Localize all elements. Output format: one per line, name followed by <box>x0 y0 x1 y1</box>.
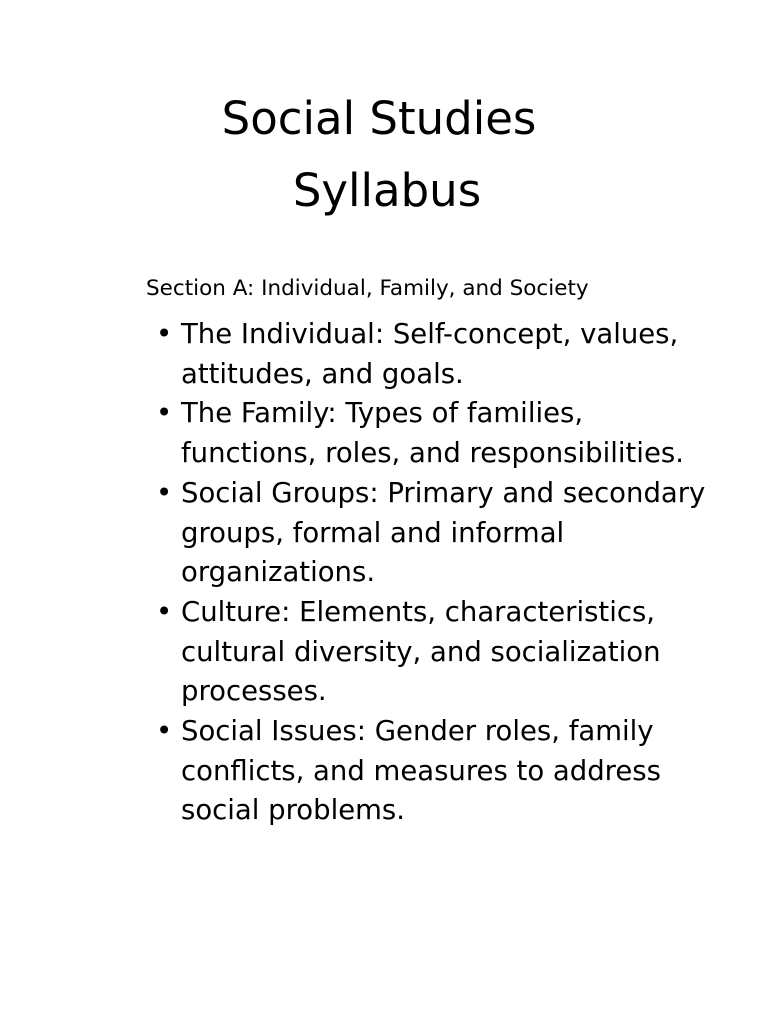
bullet-icon: • <box>156 595 173 628</box>
topic-item <box>146 474 706 593</box>
topic-item <box>146 315 706 394</box>
bullet-icon: • <box>156 715 173 748</box>
topic-text: The Individual: Self-concept, values, attitudes, and goals. <box>181 318 679 390</box>
section-heading: Section A: Individual, Family, and Society <box>146 276 589 301</box>
topic-text: Social Groups: Primary and secondary groups, formal and informal organizations. <box>181 476 706 589</box>
topic-text: The Family: Types of families, functions, roles, and responsibilities. <box>181 397 684 470</box>
topic-text: Culture: Elements, characteristics, cultural diversity, and socialization processes. <box>181 595 661 708</box>
bullet-icon: • <box>156 397 173 430</box>
bullet-icon: • <box>156 318 173 350</box>
topic-list <box>146 315 706 831</box>
topic-item <box>146 593 706 712</box>
page-title-line-2: Syllabus <box>292 164 482 217</box>
page-title-line-1: Social Studies <box>221 92 537 145</box>
topic-item <box>146 394 706 473</box>
bullet-icon: • <box>156 476 173 509</box>
topic-item <box>146 712 706 831</box>
topic-text: Social Issues: Gender roles, family conflicts, and measures to address social problems. <box>181 715 661 827</box>
